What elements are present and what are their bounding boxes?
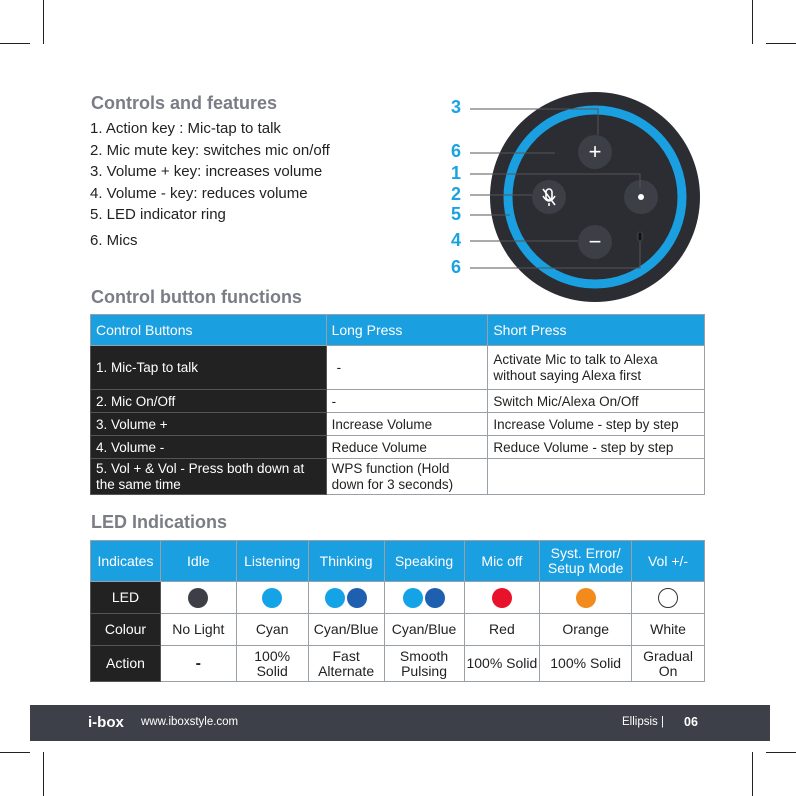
callout-number: 6: [450, 257, 461, 277]
page-label: Ellipsis |: [622, 716, 664, 728]
table-cell: No Light: [160, 614, 236, 646]
table-cell: 4. Volume -: [91, 436, 327, 459]
table-cell: Reduce Volume - step by step: [488, 436, 705, 459]
led-white-dot: [658, 588, 678, 608]
table-cell: Increase Volume - step by step: [488, 413, 705, 436]
action-row: [91, 646, 705, 682]
callout-number: 4: [450, 230, 461, 250]
feature-item: 4. Volume - key: reduces volume: [90, 184, 308, 202]
callout-number: 2: [450, 184, 461, 204]
column-header: Speaking: [384, 541, 464, 582]
led-table-title: LED Indications: [91, 512, 228, 532]
row-label: Colour: [91, 614, 161, 646]
control-table: [90, 314, 705, 495]
led-idle-dot: [188, 588, 208, 608]
plus-icon: +: [588, 139, 602, 164]
table-cell: White: [632, 614, 705, 646]
row-label: LED: [91, 582, 161, 614]
led-cell: [236, 582, 308, 614]
crop-mark: [752, 752, 753, 796]
column-header: Control Buttons: [91, 315, 327, 346]
column-header: Vol +/-: [632, 541, 705, 582]
table-cell: Reduce Volume: [326, 436, 488, 459]
table-cell: 100% Solid: [540, 646, 632, 682]
action-dot-icon: [638, 194, 644, 200]
table-cell: Fast Alternate: [308, 646, 384, 682]
crop-mark: [43, 0, 44, 44]
led-cell: [632, 582, 705, 614]
table-header-row: [91, 541, 705, 582]
website-url: www.iboxstyle.com: [141, 716, 239, 728]
table-row: [91, 346, 705, 390]
column-header: Indicates: [91, 541, 161, 582]
table-cell: WPS function (Hold down for 3 seconds): [326, 459, 488, 495]
column-header: Short Press: [488, 315, 705, 346]
callout-number: 6: [450, 141, 461, 161]
footer-bar: [30, 705, 770, 741]
feature-item: 6. Mics: [90, 231, 138, 249]
callout-number: 5: [450, 204, 461, 224]
led-orange-dot: [576, 588, 596, 608]
table-cell: Cyan/Blue: [308, 614, 384, 646]
table-cell: -: [326, 390, 488, 413]
table-cell: 3. Volume +: [91, 413, 327, 436]
crop-mark: [752, 0, 753, 44]
led-cell: [540, 582, 632, 614]
table-cell: 100% Solid: [464, 646, 540, 682]
page-number: 06: [684, 715, 698, 729]
column-header: Idle: [160, 541, 236, 582]
table-row: [91, 436, 705, 459]
column-header: Listening: [236, 541, 308, 582]
table-cell: Cyan: [236, 614, 308, 646]
table-cell: Switch Mic/Alexa On/Off: [488, 390, 705, 413]
feature-item: 2. Mic mute key: switches mic on/off: [90, 141, 330, 159]
led-table: [90, 540, 705, 682]
led-blue-dot: [347, 588, 367, 608]
table-cell: Smooth Pulsing: [384, 646, 464, 682]
feature-item: 5. LED indicator ring: [90, 206, 226, 223]
table-row: [91, 390, 705, 413]
column-header: Long Press: [326, 315, 488, 346]
column-header: Syst. Error/ Setup Mode: [540, 541, 632, 582]
table-cell: 5. Vol + & Vol - Press both down at the same time: [91, 459, 327, 495]
crop-mark: [0, 43, 30, 44]
led-blue-dot: [425, 588, 445, 608]
led-row: [91, 582, 705, 614]
table-cell: Orange: [540, 614, 632, 646]
table-cell: Increase Volume: [326, 413, 488, 436]
features-list: [90, 118, 330, 251]
table-header-row: [91, 315, 705, 346]
table-row: [91, 459, 705, 495]
table-cell: 1. Mic-Tap to talk: [91, 346, 327, 390]
crop-mark: [766, 43, 796, 44]
colour-row: [91, 614, 705, 646]
table-cell: -: [326, 346, 488, 390]
led-cyan-dot: [325, 588, 345, 608]
column-header: Thinking: [308, 541, 384, 582]
table-cell: Cyan/Blue: [384, 614, 464, 646]
controls-title: Controls and features: [91, 93, 278, 113]
table-cell: 100% Solid: [236, 646, 308, 682]
crop-mark: [43, 752, 44, 796]
table-cell: [488, 459, 705, 495]
table-cell: Red: [464, 614, 540, 646]
table-row: [91, 413, 705, 436]
feature-item: 1. Action key : Mic-tap to talk: [90, 120, 281, 137]
table-cell: Gradual On: [632, 646, 705, 682]
led-cyan-dot: [403, 588, 423, 608]
device-diagram: [440, 90, 740, 305]
led-red-dot: [492, 588, 512, 608]
control-table-title: Control button functions: [91, 287, 302, 307]
led-cyan-dot: [262, 588, 282, 608]
brand-logo: i-box: [88, 714, 124, 731]
feature-item: 3. Volume + key: increases volume: [90, 163, 323, 180]
led-cell: [160, 582, 236, 614]
crop-mark: [766, 752, 796, 753]
callout-number: 3: [450, 97, 461, 117]
led-cell: [464, 582, 540, 614]
led-cell: [384, 582, 464, 614]
led-cell: [308, 582, 384, 614]
table-cell: -: [160, 646, 236, 682]
crop-mark: [0, 752, 30, 753]
column-header: Mic off: [464, 541, 540, 582]
row-label: Action: [91, 646, 161, 682]
mic-hole: [638, 232, 642, 241]
minus-icon: −: [588, 229, 602, 254]
table-cell: Activate Mic to talk to Alexa without saying Alexa first: [488, 346, 705, 390]
table-cell: 2. Mic On/Off: [91, 390, 327, 413]
callout-number: 1: [450, 163, 461, 183]
